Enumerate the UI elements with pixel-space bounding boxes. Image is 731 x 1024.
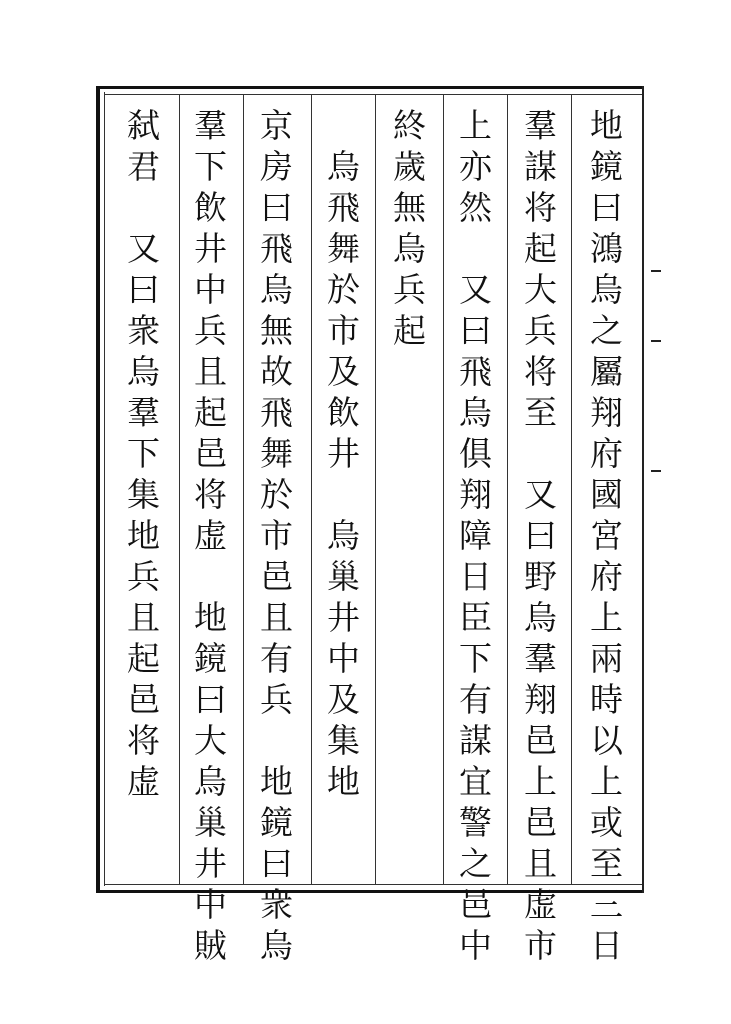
text-column-6: 京房曰飛烏無故飛舞於市邑且有兵 地鏡曰衆烏 xyxy=(255,108,294,969)
column-rule xyxy=(375,94,376,884)
text-column-7: 羣下飲井中兵且起邑将虚 地鏡曰大烏巢井中賊 xyxy=(189,108,228,969)
margin-mark xyxy=(651,340,661,342)
margin-mark xyxy=(651,470,661,472)
frame-top-border xyxy=(96,86,644,89)
frame-left-inner-border xyxy=(104,92,105,886)
column-rule xyxy=(179,94,180,884)
column-rule xyxy=(243,94,244,884)
text-column-1: 地鏡曰鴻烏之屬翔府國宮府上兩時以上或至三日 xyxy=(585,108,624,969)
frame-bottom-border xyxy=(96,890,644,893)
text-column-3: 上亦然 又曰飛烏俱翔障日臣下有謀宜警之邑中 xyxy=(454,108,493,969)
column-rule xyxy=(507,94,508,884)
column-rule xyxy=(311,94,312,884)
frame-inner-bottom-border xyxy=(104,884,644,885)
text-column-5: 烏飛舞於市及飲井 烏巢井中及集地 xyxy=(322,108,361,805)
text-column-2: 羣謀将起大兵将至 又曰野烏羣翔邑上邑且虚市 xyxy=(519,108,558,969)
column-rule xyxy=(443,94,444,884)
text-column-8: 弑君 又曰衆烏羣下集地兵且起邑将虚 xyxy=(122,108,161,805)
frame-right-border xyxy=(642,86,644,893)
column-rule xyxy=(571,94,572,884)
margin-mark xyxy=(651,270,661,272)
text-column-4: 終歲無烏兵起 xyxy=(388,108,427,354)
frame-inner-top-border xyxy=(104,94,642,95)
frame-left-border xyxy=(96,86,100,893)
